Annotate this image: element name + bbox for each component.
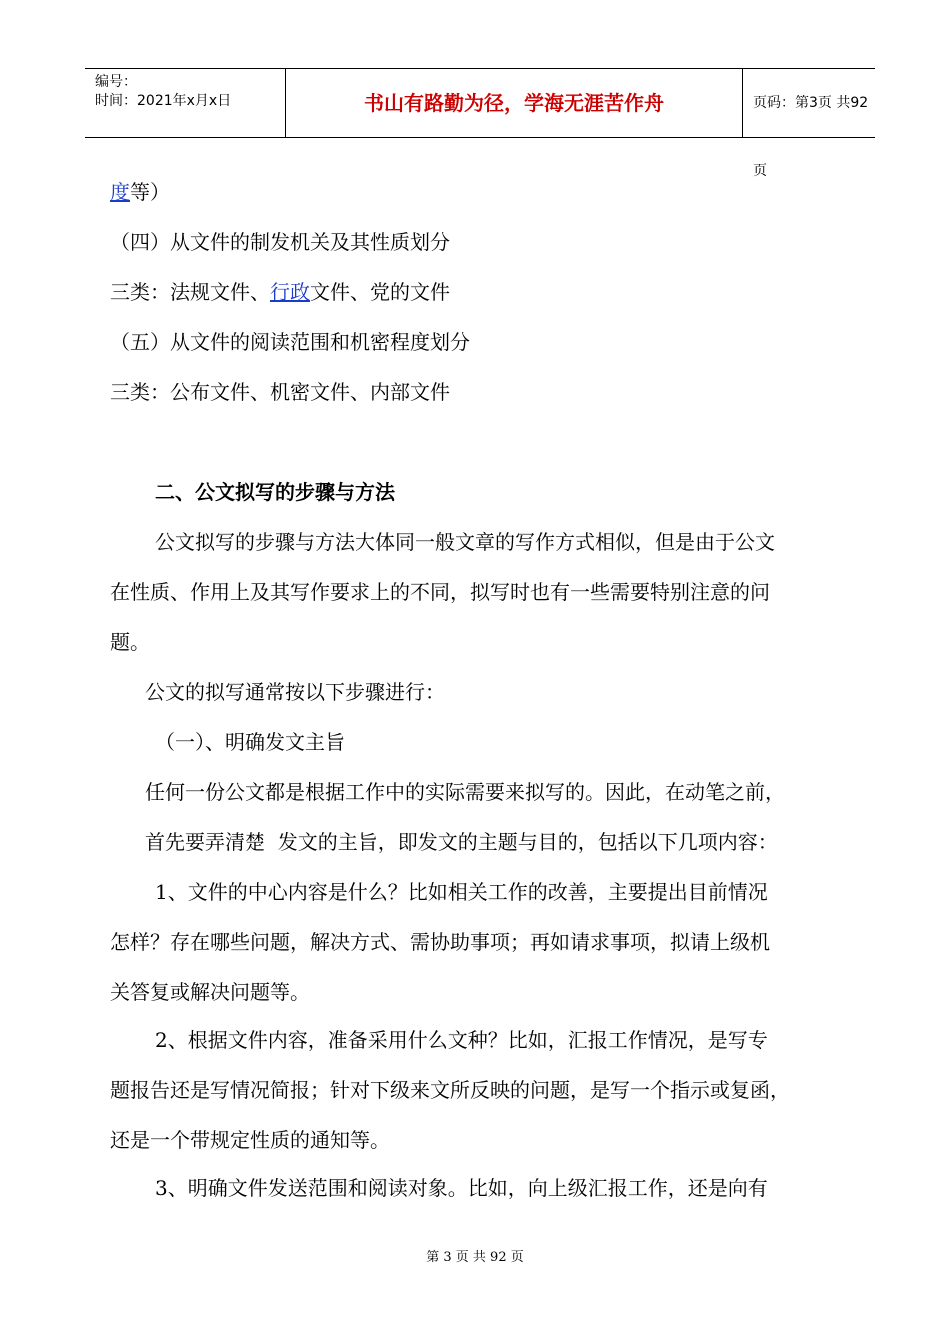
text-line: 首先要弄清楚 发文的主旨，即发文的主题与目的，包括以下几项内容： <box>145 830 778 854</box>
time-label: 时间：2021年x月x日 <box>95 93 232 109</box>
link-du[interactable]: 度 <box>110 180 130 204</box>
text-line: 三类：法规文件、行政文件、党的文件 <box>110 280 450 304</box>
section-heading: 二、公文拟写的步骤与方法 <box>155 480 395 504</box>
text-line: 公文的拟写通常按以下步骤进行： <box>145 680 445 704</box>
page-header <box>85 68 875 179</box>
text-line: 公文拟写的步骤与方法大体同一般文章的写作方式相似，但是由于公文 <box>155 530 775 554</box>
text-line: 3、明确文件发送范围和阅读对象。比如，向上级汇报工作，还是向有 <box>155 1176 768 1200</box>
text-line: 任何一份公文都是根据工作中的实际需要来拟写的。因此，在动笔之前， <box>145 780 785 804</box>
text-line: 还是一个带规定性质的通知等。 <box>110 1128 390 1152</box>
header-page-info: 页码：第3页 共92页 <box>753 95 869 179</box>
text-line: 1、文件的中心内容是什么？比如相关工作的改善，主要提出目前情况 <box>155 880 768 904</box>
text-line: 2、根据文件内容，准备采用什么文种？比如，汇报工作情况，是写专 <box>155 1028 768 1052</box>
text-line: 三类：公布文件、机密文件、内部文件 <box>110 380 450 404</box>
text-line: 题报告还是写情况简报；针对下级来文所反映的问题，是写一个指示或复函， <box>110 1078 790 1102</box>
page-footer: 第 3 页 共 92 页 <box>426 1250 524 1265</box>
text-line: 度等） <box>110 180 170 204</box>
text-line: 题。 <box>110 630 150 654</box>
header-motto: 书山有路勤为径，学海无涯苦作舟 <box>285 69 743 137</box>
header-meta-cell <box>85 69 285 137</box>
text-line: （一）、明确发文主旨 <box>155 730 345 754</box>
link-xingzheng[interactable]: 行政 <box>270 280 310 304</box>
text-line: 怎样？存在哪些问题，解决方式、需协助事项；再如请求事项，拟请上级机 <box>110 930 770 954</box>
text-line: （四）从文件的制发机关及其性质划分 <box>110 230 450 254</box>
text-line: 在性质、作用上及其写作要求上的不同，拟写时也有一些需要特别注意的问 <box>110 580 770 604</box>
text-line: （五）从文件的阅读范围和机密程度划分 <box>110 330 470 354</box>
text-line: 关答复或解决问题等。 <box>110 980 310 1004</box>
code-label: 编号： <box>95 74 137 90</box>
